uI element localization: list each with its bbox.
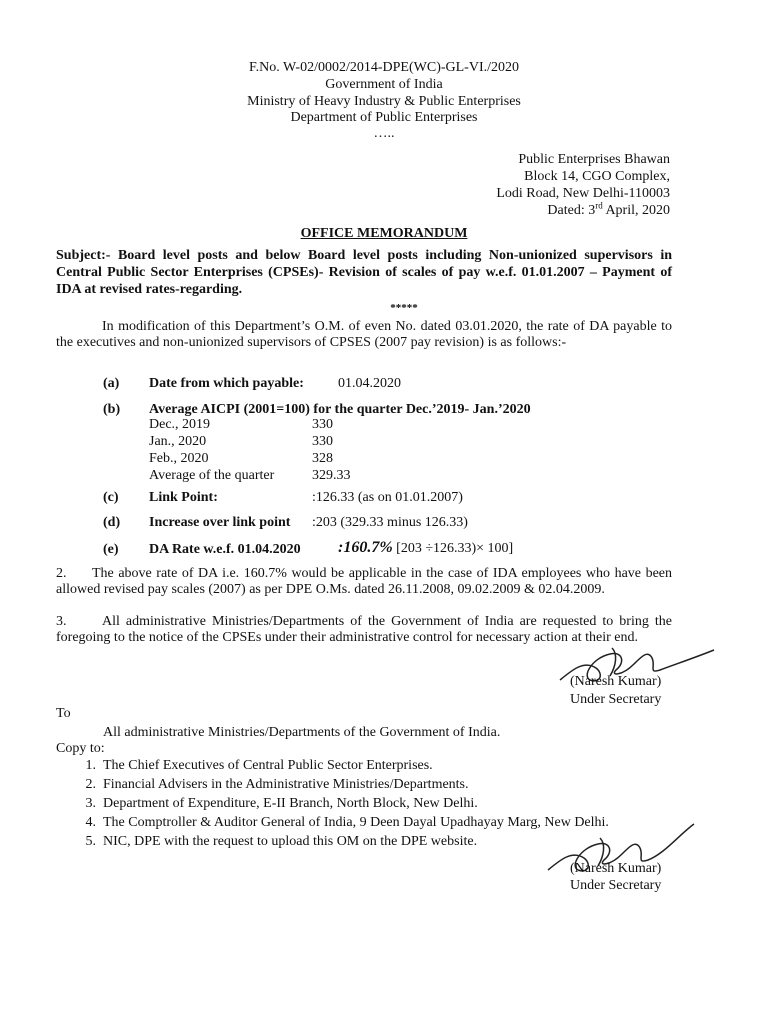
- copy-item-text: The Comptroller & Auditor General of India, 9 Deen Dayal Upadhayay Marg, New Delhi.: [103, 815, 609, 830]
- paragraph-2-number: 2.: [56, 566, 67, 581]
- paragraph-2: The above rate of DA i.e. 160.7% would be applicable in the case of IDA employees who have been allowed revised pay scales (2007) as per DPE O.Ms. dated 26.11.2008, 09.02.2009 & 02.04.2009.: [56, 566, 672, 597]
- address-line-3: Lodi Road, New Delhi-110003: [496, 186, 670, 201]
- copy-to-label: Copy to:: [56, 741, 105, 756]
- date-prefix: Dated: 3: [547, 203, 596, 218]
- address-line-1: Public Enterprises Bhawan: [518, 152, 670, 167]
- ministry-line: Ministry of Heavy Industry & Public Enterprises: [247, 94, 521, 109]
- aicpi-value: 330: [312, 434, 333, 449]
- signature-1-name: (Naresh Kumar): [570, 674, 662, 689]
- item-a-value: 01.04.2020: [338, 376, 401, 391]
- aicpi-month: Jan., 2020: [149, 434, 207, 449]
- paragraph-3-number: 3.: [56, 614, 67, 629]
- copy-item-text: The Chief Executives of Central Public Sector Enterprises.: [103, 758, 433, 773]
- item-b-mark: (b): [103, 402, 121, 417]
- subject-text: Subject:- Board level posts and below Board level posts including Non-unionized supervisors in Central Public Sector Enterprises (CPSEs)- Revision of scales of pay w.e.f. 01.01.2007 – Payment of IDA at revised rates-regarding.: [56, 248, 672, 297]
- signature-2-designation: Under Secretary: [570, 878, 662, 893]
- date-superscript: rd: [595, 200, 603, 211]
- address-line-2: Block 14, CGO Complex,: [524, 169, 670, 184]
- stars-separator: *****: [390, 302, 418, 314]
- copy-item-number: 5.: [85, 834, 96, 849]
- item-e-mark: (e): [103, 542, 119, 557]
- paragraph-3: All administrative Ministries/Departments of the Government of India are requested to bring the foregoing to the notice of the CPSEs under their administrative control for necessary action at their end.: [56, 614, 672, 645]
- date-suffix: April, 2020: [602, 203, 670, 218]
- item-a-label: Date from which payable:: [149, 376, 304, 391]
- aicpi-month: Feb., 2020: [149, 451, 209, 466]
- copy-item-text: NIC, DPE with the request to upload this OM on the DPE website.: [103, 834, 478, 849]
- aicpi-value: 330: [312, 417, 333, 432]
- copy-item-text: Financial Advisers in the Administrative Ministries/Departments.: [103, 777, 469, 792]
- copy-item-number: 4.: [85, 815, 96, 830]
- item-a-mark: (a): [103, 376, 120, 391]
- item-e-value: [338, 540, 513, 557]
- aicpi-month: Dec., 2019: [149, 417, 211, 432]
- file-number: F.No. W-02/0002/2014-DPE(WC)-GL-VI./2020: [248, 60, 520, 75]
- signature-1-designation: Under Secretary: [570, 692, 662, 707]
- to-label: To: [56, 706, 71, 721]
- department-line: Department of Public Enterprises: [290, 110, 478, 125]
- item-d-value: :203 (329.33 minus 126.33): [312, 515, 468, 530]
- item-e-label: DA Rate w.e.f. 01.04.2020: [149, 542, 301, 557]
- date-line: [547, 200, 670, 219]
- copy-item-number: 2.: [85, 777, 96, 792]
- da-rate-value: :160.7%: [338, 539, 393, 556]
- to-addressee: All administrative Ministries/Departments of the Government of India.: [103, 725, 501, 740]
- paragraph-1: In modification of this Department’s O.M. of even No. dated 03.01.2020, the rate of DA payable to the executives and non-unionized supervisors of CPSES (2007 pay revision) is as follows:-: [56, 319, 672, 350]
- copy-item-number: 1.: [85, 758, 96, 773]
- memo-title: OFFICE MEMORANDUM: [300, 226, 468, 241]
- item-c-mark: (c): [103, 490, 119, 505]
- signature-2-name: (Naresh Kumar): [570, 861, 662, 876]
- item-b-label: Average AICPI (2001=100) for the quarter Dec.’2019- Jan.’2020: [149, 402, 531, 417]
- header-dots: …..: [373, 126, 395, 141]
- item-c-label: Link Point:: [149, 490, 218, 505]
- aicpi-average-value: 329.33: [312, 468, 351, 483]
- copy-item-number: 3.: [85, 796, 96, 811]
- government-line: Government of India: [325, 77, 443, 92]
- aicpi-average-label: Average of the quarter: [149, 468, 275, 483]
- aicpi-value: 328: [312, 451, 333, 466]
- item-d-mark: (d): [103, 515, 121, 530]
- da-rate-formula: [203 ÷126.33)× 100]: [392, 541, 514, 556]
- item-d-label: Increase over link point: [149, 515, 291, 530]
- item-c-value: :126.33 (as on 01.01.2007): [312, 490, 463, 505]
- copy-item-text: Department of Expenditure, E-II Branch, North Block, New Delhi.: [103, 796, 478, 811]
